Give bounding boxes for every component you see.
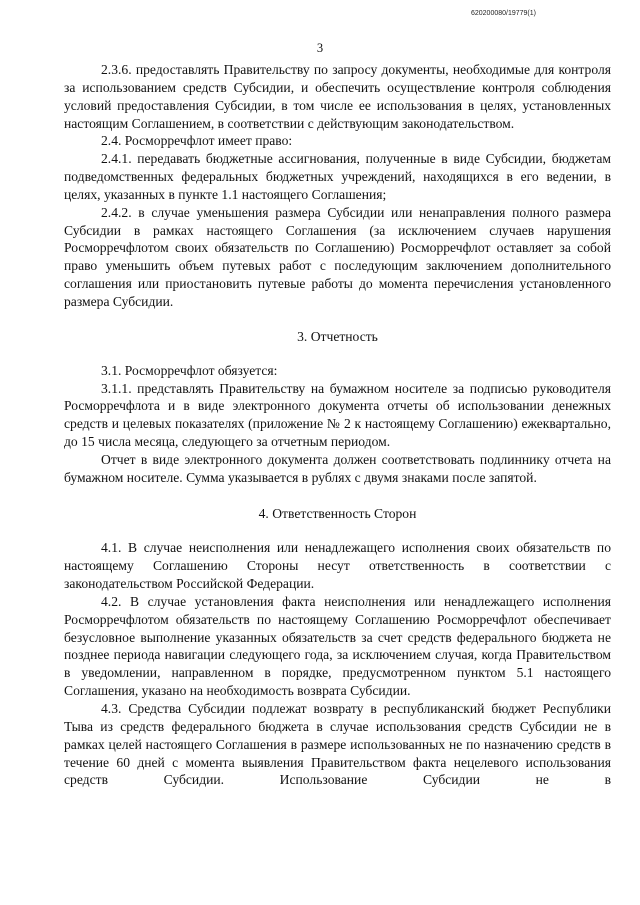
paragraph-4-3: 4.3. Средства Субсидии подлежат возврату в республиканский бюджет Республики Тыва из средств федерального бюджета в случае использования средств Субсидии не в рамках целей настоящего Соглашения в размере использованных не по назначению средств в течение 60 дней с момента выявления Правительством факта нецелевого использования средств Субсидии. Использование Субсидии не в <box>64 701 611 788</box>
paragraph-4-1: 4.1. В случае неисполнения или ненадлежащего исполнения своих обязательств по настоящему Соглашению Стороны несут ответственность в соответствии с законодательством Российской Федерации. <box>64 540 611 592</box>
document-body <box>64 61 611 789</box>
paragraph-2-4-1: 2.4.1. передавать бюджетные ассигнования, полученные в виде Субсидии, бюджетам подведомственных федеральных бюджетных учреждений, находящихся в его ведении, в целях, указанных в пункте 1.1 настоящего Соглашения; <box>64 151 611 202</box>
paragraph-4-2: 4.2. В случае установления факта неисполнения или ненадлежащего исполнения Росморречфлотом обязательств по настоящему Соглашению Росморречфлот обеспечивает безусловное выполнение указанных обязательств за счет средств федерального бюджета не позднее периода навигации следующего года, за исключением случая, когда Правительством в уведомлении, направленном в порядке, предусмотренном пунктом 5.1 настоящего Соглашения, указано на необходимость возврата Субсидии. <box>64 593 611 699</box>
paragraph-2-4: 2.4. Росморречфлот имеет право: <box>101 133 293 149</box>
paragraph-2-3-6: 2.3.6. предоставлять Правительству по запросу документы, необходимые для контроля за использованием средств Субсидии, и обеспечить осуществление контроля соблюдения условий предоставления Субсидии, в том числе ее использования в целях, установленных настоящим Соглашением, в соответствии с действующим законодательством. <box>64 62 611 131</box>
paragraph-report-format: Отчет в виде электронного документа должен соответствовать подлиннику отчета на бумажном носителе. Сумма указывается в рублях с двумя знаками после запятой. <box>64 451 611 485</box>
paragraph-3-1-1: 3.1.1. представлять Правительству на бумажном носителе за подписью руководителя Росморречфлота и в виде электронного документа отчеты об использовании денежных средств и целевых показателях (приложение № 2 к настоящему Соглашению) ежеквартально, до 15 числа месяца, следующего за отчетным периодом. <box>64 380 611 450</box>
document-id: 620200080/19779(1) <box>470 10 536 17</box>
section-heading-responsibility: 4. Ответственность Сторон <box>258 505 417 521</box>
section-heading-reporting: 3. Отчетность <box>297 328 378 344</box>
paragraph-2-4-2: 2.4.2. в случае уменьшения размера Субсидии или ненаправления полного размера Субсидии в рамках настоящего Соглашения (за исключением случаев нарушения Росморречфлотом своих обязательств по Соглашению) Росморречфлот оставляет за собой право уменьшить объем путевых работ с последующим заключением дополнительного соглашения или приостановить путевые работы до момента перечисления установленного размера Субсидии. <box>64 204 611 309</box>
page-number: 3 <box>316 41 324 55</box>
paragraph-3-1: 3.1. Росморречфлот обязуется: <box>101 362 278 378</box>
